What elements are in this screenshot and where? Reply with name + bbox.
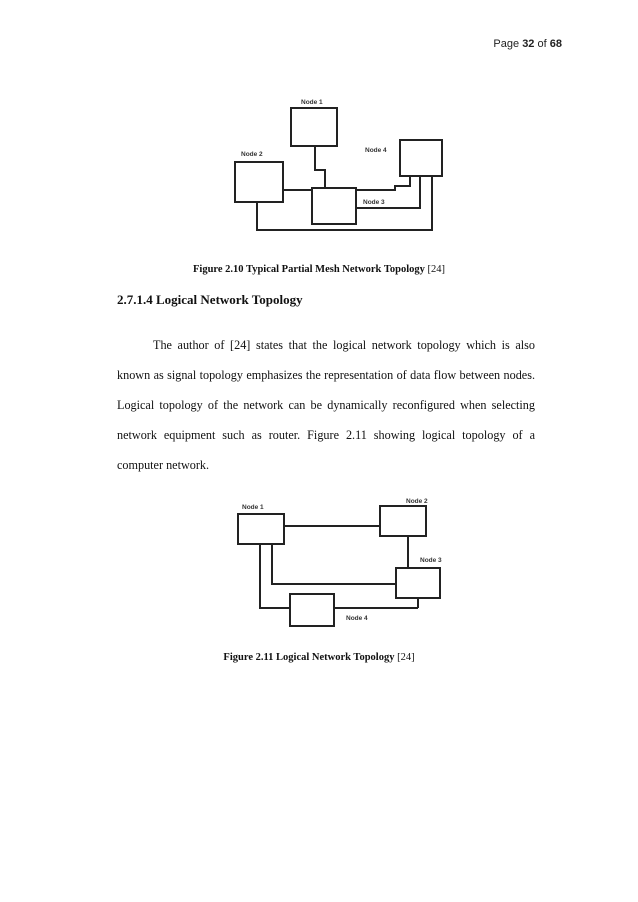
link-node1-node4: [260, 544, 290, 608]
node-1-label: Node 1: [242, 504, 264, 511]
partial-mesh-diagram: [225, 90, 455, 245]
section-heading: 2.7.1.4 Logical Network Topology: [117, 292, 303, 307]
node-3-label: Node 3: [420, 557, 442, 564]
node-3-box: [396, 568, 440, 598]
body-paragraph: The author of [24] states that the logical network topology which is also known as signal topology emphasizes the representation of data flow between nodes. Logical topology of the network can be dynamically reconfigured when selecting network equipment such as router. Figure 2.11 showing logical topology of a computer network.: [117, 338, 535, 472]
page-of: of: [537, 38, 547, 50]
caption-ref: [24]: [427, 264, 445, 275]
page-prefix: Page: [493, 38, 520, 50]
link-node1-node3: [315, 146, 325, 188]
node-1-box: [291, 108, 337, 146]
link-node4-node3: [356, 176, 410, 190]
page-number: [493, 38, 562, 50]
logical-topology-diagram: [228, 492, 458, 632]
node-1-label: Node 1: [301, 99, 323, 106]
node-4-box: [290, 594, 334, 626]
caption-main: Figure 2.11 Logical Network Topology: [223, 652, 395, 663]
node-2-label: Node 2: [241, 151, 263, 158]
caption-main: Figure 2.10 Typical Partial Mesh Network Topology: [192, 264, 425, 275]
node-2-box: [235, 162, 283, 202]
node-3-box: [312, 188, 356, 224]
node-4-label: Node 4: [365, 147, 387, 154]
figure-2-10-caption: [0, 264, 638, 275]
page-total: 68: [549, 38, 562, 50]
caption-ref: [24]: [397, 652, 415, 663]
node-4-label: Node 4: [346, 615, 368, 622]
link-node1-node3: [272, 544, 396, 584]
node-4-box: [400, 140, 442, 176]
figure-2-11-caption: [0, 652, 638, 663]
node-2-box: [380, 506, 426, 536]
node-3-label: Node 3: [363, 199, 385, 206]
node-1-box: [238, 514, 284, 544]
node-2-label: Node 2: [406, 498, 428, 505]
page-current: 32: [522, 38, 535, 50]
